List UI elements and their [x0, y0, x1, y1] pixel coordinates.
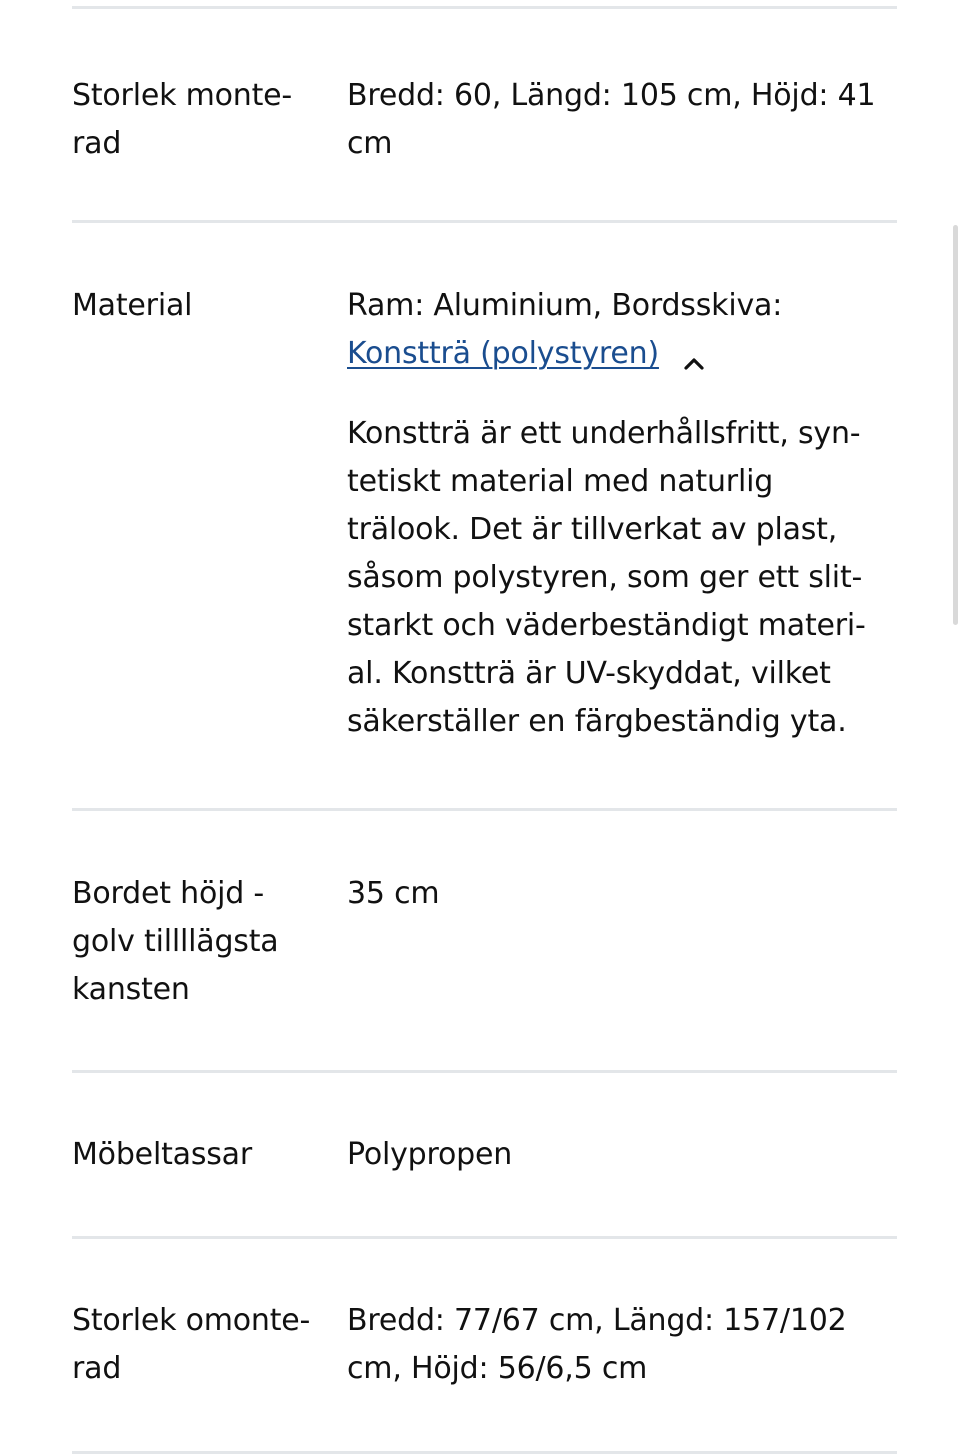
material-info-link[interactable]: Konstträ (polystyren)	[347, 336, 659, 371]
spec-value	[347, 282, 897, 808]
chevron-up-icon[interactable]	[683, 341, 705, 363]
spec-row-material	[72, 223, 897, 808]
spec-label: Storlek omonte- rad	[72, 1303, 311, 1386]
spec-label: Material	[72, 288, 193, 323]
material-description: Konstträ är ett underhållsfritt, syn- tetiskt material med naturlig trälook. Det är tillverkat av plast, såsom polystyren, som ger ett slit- starkt och väderbeständigt materi- al. Konstträ är UV-skyddat, vilket säkerställer en färgbeständig yta.	[347, 416, 866, 739]
spec-value: Bredd: 60, Längd: 105 cm, Höjd: 41 cm	[347, 78, 876, 161]
product-spec-list	[72, 0, 897, 1454]
spec-value: Polypropen	[347, 1137, 513, 1172]
spec-value: 35 cm	[347, 876, 440, 911]
spec-row-table-height	[72, 811, 897, 1070]
material-summary	[347, 282, 893, 378]
spec-label: Bordet höjd - golv tillllägsta kansten	[72, 876, 279, 1007]
material-prefix: Ram: Aluminium, Bordsskiva:	[347, 288, 783, 323]
spec-row-unassembled-size	[72, 1239, 897, 1451]
spec-row-assembled-size	[72, 9, 897, 220]
spec-row-furniture-feet	[72, 1073, 897, 1236]
spec-value: Bredd: 77/67 cm, Längd: 157/102 cm, Höjd: 56/6,5 cm	[347, 1303, 847, 1386]
scrollbar[interactable]	[953, 225, 958, 625]
spec-label: Storlek monte- rad	[72, 78, 293, 161]
spec-label: Möbeltassar	[72, 1137, 252, 1172]
